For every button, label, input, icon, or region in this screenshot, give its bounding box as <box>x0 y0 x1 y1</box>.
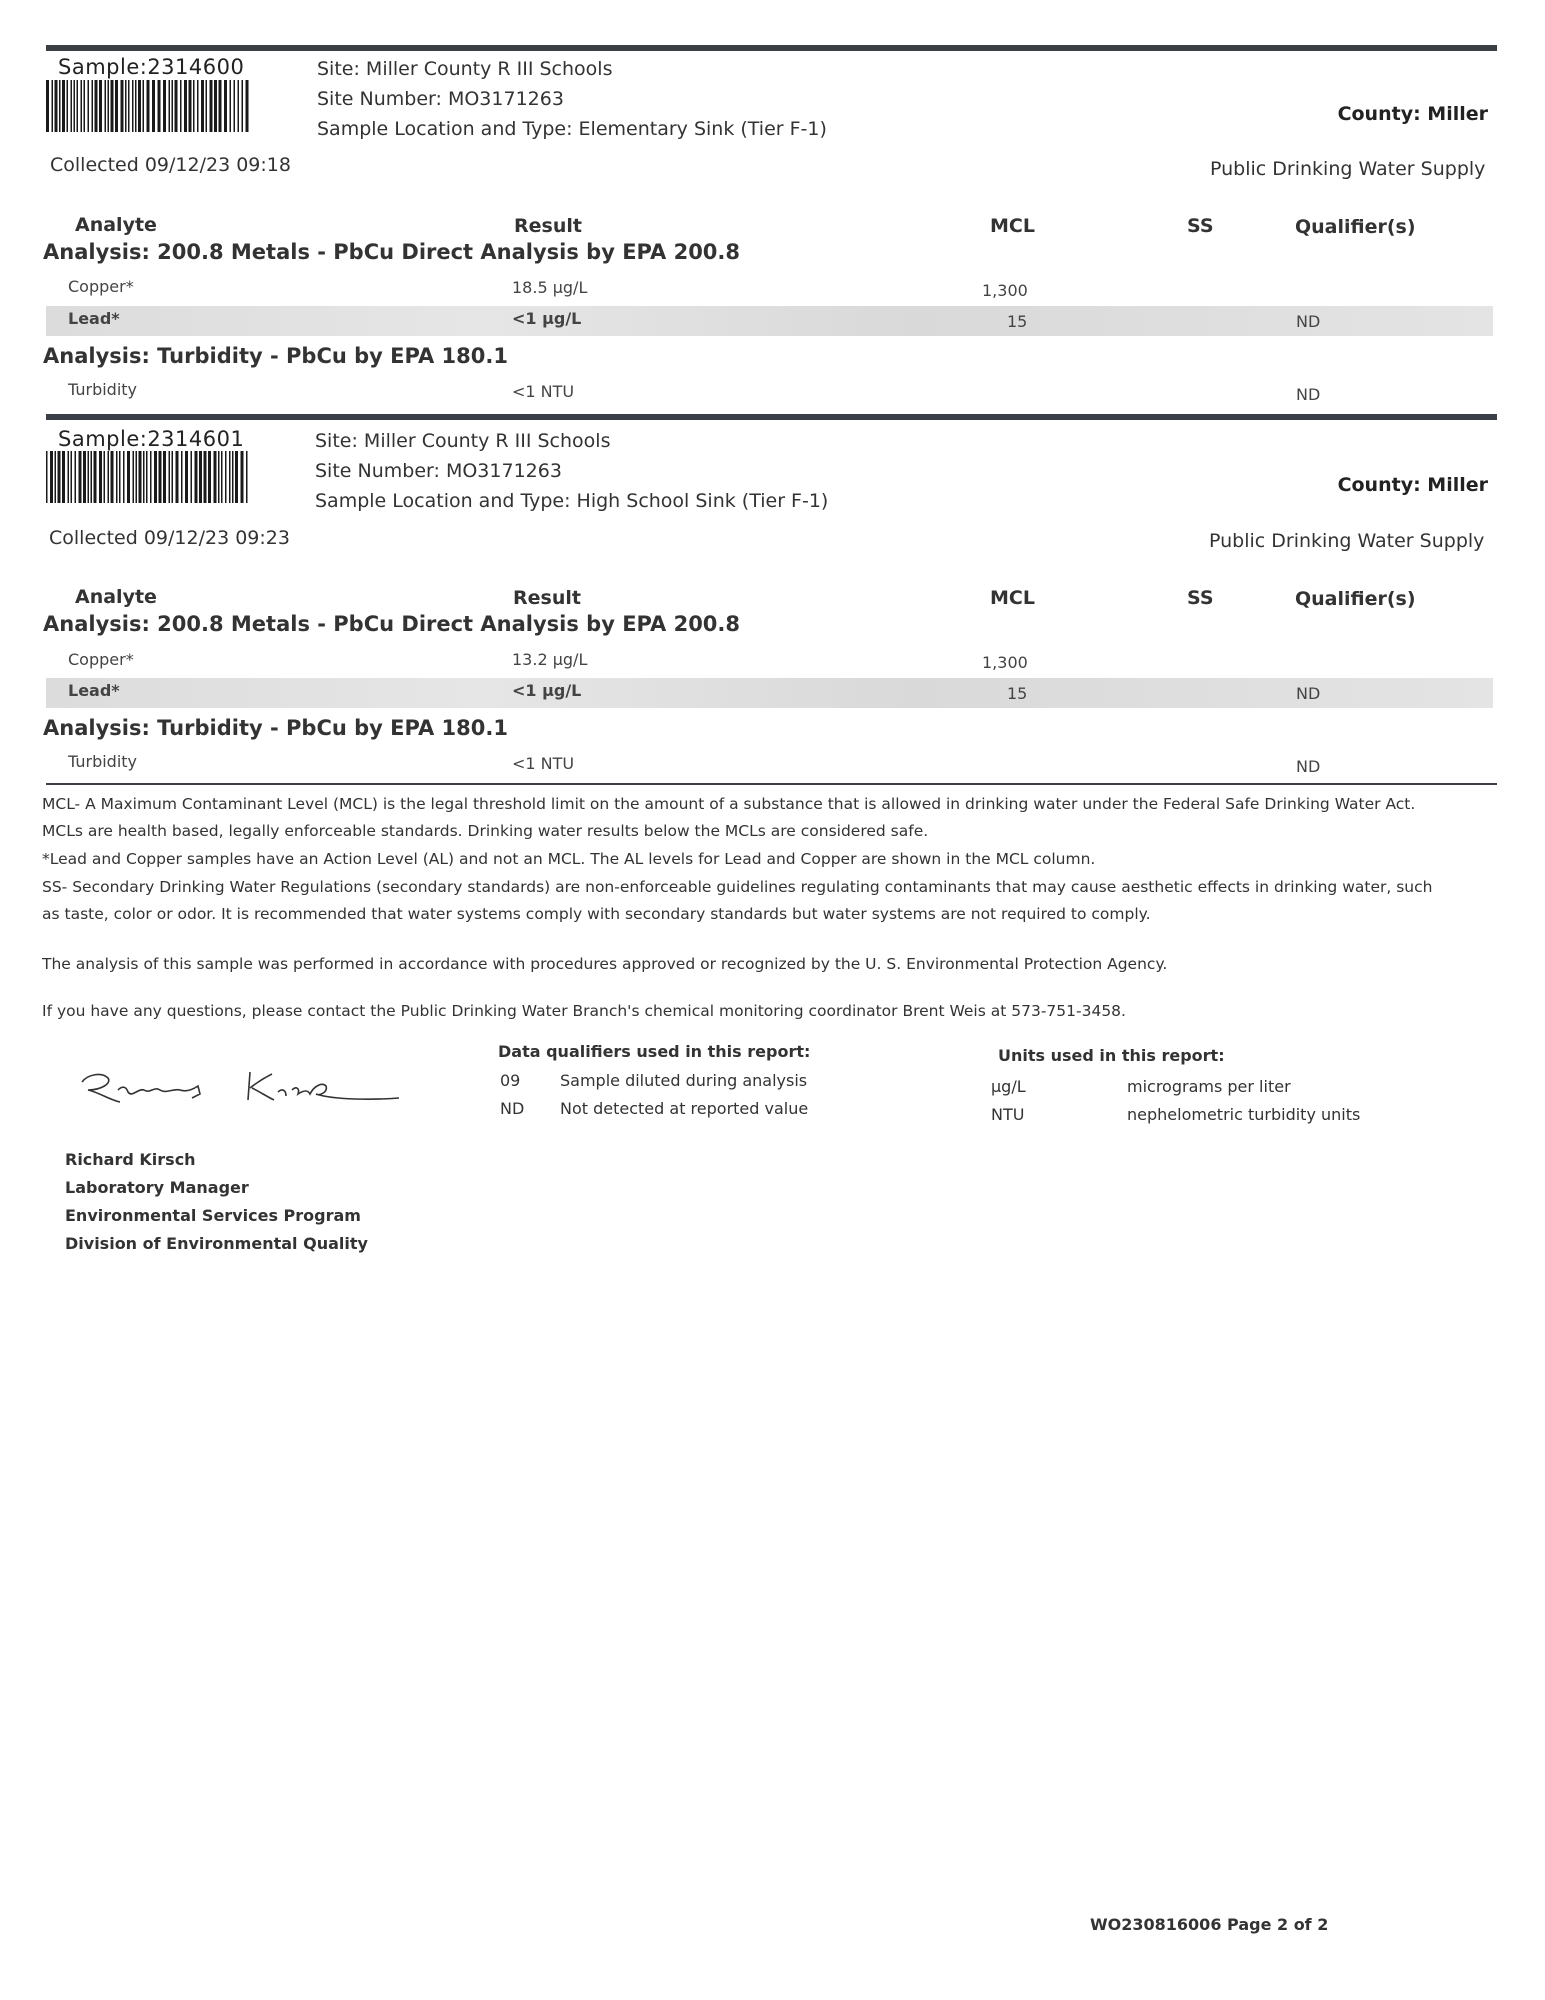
barcode-bar <box>214 80 217 132</box>
sample1-top-rule <box>46 45 1497 51</box>
sample1-site: Site: Miller County R III Schools <box>317 58 613 80</box>
barcode-bar <box>50 451 53 503</box>
sample2-metals-title: Analysis: 200.8 Metals - PbCu Direct Analysis by EPA 200.8 <box>43 612 741 636</box>
sample1-site-number: Site Number: MO3171263 <box>317 88 564 110</box>
barcode-bar <box>84 80 86 132</box>
sample2-barcode <box>44 451 254 503</box>
footnote-epa: The analysis of this sample was performed in accordance with procedures approved or recognized by the U. S. Environmental Protection Agency. <box>42 955 1168 973</box>
barcode-bar <box>221 451 223 503</box>
signer-title: Laboratory Manager <box>65 1178 249 1197</box>
sample1-county: County: Miller <box>1337 103 1488 125</box>
sample1-col-ss: SS <box>1187 215 1214 237</box>
barcode-bar <box>169 451 171 503</box>
unit-desc-ntu: nephelometric turbidity units <box>1127 1105 1361 1124</box>
barcode-bar <box>138 80 141 132</box>
sample2-lead-analyte: Lead* <box>68 681 120 700</box>
barcode-bar <box>208 451 211 503</box>
barcode-bar <box>83 451 86 503</box>
barcode-bar <box>154 451 157 503</box>
barcode-bar <box>139 451 142 503</box>
barcode-bar <box>88 451 90 503</box>
barcode-bar <box>77 80 79 132</box>
footnote-ss-line1: SS- Secondary Drinking Water Regulations (secondary standards) are non-enforceable guidelines regulating contaminants that may cause aesthetic effects in drinking water, such <box>42 878 1433 896</box>
barcode-bar <box>99 80 102 132</box>
sample1-barcode <box>44 80 254 132</box>
barcode-bar <box>224 80 227 132</box>
qualifier-desc-nd: Not detected at reported value <box>560 1099 809 1118</box>
qualifier-code-nd: ND <box>500 1099 525 1118</box>
sample2-lead-row-shading <box>46 678 1493 708</box>
barcode-bar <box>119 451 121 503</box>
sample1-lead-analyte: Lead* <box>68 309 120 328</box>
barcode-bar <box>95 80 98 132</box>
sample2-turbidity-title: Analysis: Turbidity - PbCu by EPA 180.1 <box>43 716 508 740</box>
unit-desc-ugl: micrograms per liter <box>1127 1077 1291 1096</box>
sample2-lead-qualifier: ND <box>1296 684 1321 703</box>
barcode-bar <box>241 451 244 503</box>
barcode-bar <box>55 80 58 132</box>
barcode-bar <box>172 451 174 503</box>
barcode-bar <box>214 451 217 503</box>
barcode-bar <box>246 451 248 503</box>
barcode-bar <box>163 80 166 132</box>
barcode-bar <box>204 451 207 503</box>
barcode-bar <box>46 451 48 503</box>
barcode-bar <box>94 451 97 503</box>
barcode-bar <box>242 80 244 132</box>
barcode-bar <box>197 80 199 132</box>
sample2-id: Sample:2314601 <box>58 427 245 451</box>
sample2-turbidity-result: <1 NTU <box>512 754 575 773</box>
footnote-lead-copper: *Lead and Copper samples have an Action Level (AL) and not an MCL. The AL levels for Lead and Copper are shown in the MCL column. <box>42 850 1096 868</box>
page-reference: WO230816006 Page 2 of 2 <box>1090 1915 1329 1934</box>
sample2-collected: Collected 09/12/23 09:23 <box>49 527 290 549</box>
barcode-bar <box>132 80 134 132</box>
barcode-bar <box>55 451 57 503</box>
unit-code-ugl: µg/L <box>991 1077 1026 1096</box>
qualifier-code-09: 09 <box>500 1071 521 1090</box>
barcode-bar <box>68 451 70 503</box>
sample2-col-analyte: Analyte <box>75 586 157 608</box>
barcode-bar <box>115 80 118 132</box>
barcode-bar <box>201 80 204 132</box>
barcode-bar <box>181 451 183 503</box>
sample1-supply: Public Drinking Water Supply <box>1210 158 1486 180</box>
barcode-bar <box>185 451 188 503</box>
barcode-bar <box>159 451 162 503</box>
barcode-bar <box>128 80 130 132</box>
barcode-bar <box>143 80 145 132</box>
sample2-site-number: Site Number: MO3171263 <box>315 460 562 482</box>
barcode-bar <box>99 451 102 503</box>
barcode-bar <box>175 80 178 132</box>
barcode-bar <box>158 80 161 132</box>
sample2-supply: Public Drinking Water Supply <box>1209 530 1485 552</box>
barcode-bar <box>150 451 152 503</box>
sample2-location-type: Sample Location and Type: High School Sink (Tier F-1) <box>315 490 829 512</box>
barcode-bar <box>218 451 220 503</box>
barcode-bar <box>189 80 192 132</box>
barcode-bar <box>136 451 138 503</box>
sample1-copper-mcl: 1,300 <box>982 281 1028 300</box>
barcode-bar <box>46 80 49 132</box>
table-bottom-rule <box>46 783 1497 785</box>
barcode-bar <box>230 80 232 132</box>
sample2-copper-analyte: Copper* <box>68 650 134 669</box>
barcode-bar <box>71 80 73 132</box>
sample1-collected: Collected 09/12/23 09:18 <box>50 154 291 176</box>
barcode-bar <box>104 451 106 503</box>
sample1-lead-row-shading <box>46 306 1493 336</box>
barcode-bar <box>121 80 124 132</box>
barcode-bar <box>143 451 145 503</box>
barcode-bar <box>81 80 83 132</box>
footnote-contact: If you have any questions, please contact the Public Drinking Water Branch's chemical monitoring coordinator Brent Weis at 573-751-3458. <box>42 1002 1126 1020</box>
sample2-lead-mcl: 15 <box>1007 684 1028 703</box>
sample1-id: Sample:2314600 <box>58 55 245 79</box>
sample1-col-mcl: MCL <box>990 215 1035 237</box>
sample2-turbidity-analyte: Turbidity <box>68 752 138 771</box>
barcode-bar <box>206 80 208 132</box>
sample2-top-rule <box>46 414 1497 420</box>
barcode-bar <box>176 451 179 503</box>
barcode-bar <box>111 80 114 132</box>
sample1-turbidity-result: <1 NTU <box>512 382 575 401</box>
barcode-bar <box>71 451 73 503</box>
sample1-turbidity-analyte: Turbidity <box>68 380 138 399</box>
barcode-bar <box>88 80 90 132</box>
barcode-bar <box>133 451 135 503</box>
barcode-bar <box>111 451 114 503</box>
barcode-bar <box>193 80 195 132</box>
barcode-bar <box>199 451 202 503</box>
footnote-ss-line2: as taste, color or odor. It is recommended that water systems comply with secondary standards but water systems are not required to comply. <box>42 905 1151 923</box>
barcode-bar <box>125 80 127 132</box>
barcode-bar <box>147 80 150 132</box>
barcode-bar <box>116 451 118 503</box>
barcode-bar <box>184 80 187 132</box>
barcode-bar <box>67 80 69 132</box>
barcode-bar <box>219 80 222 132</box>
barcode-bar <box>246 80 249 132</box>
barcode-bar <box>79 451 82 503</box>
sample2-lead-result: <1 µg/L <box>512 681 582 700</box>
barcode-bar <box>229 451 231 503</box>
sample2-county: County: Miller <box>1337 474 1488 496</box>
barcode-bar <box>195 451 198 503</box>
barcode-bar <box>59 80 61 132</box>
sample2-col-ss: SS <box>1187 587 1214 609</box>
sample2-col-result: Result <box>513 587 581 609</box>
barcode-bar <box>191 451 193 503</box>
sample1-copper-analyte: Copper* <box>68 277 134 296</box>
unit-code-ntu: NTU <box>991 1105 1025 1124</box>
barcode-bar <box>52 80 54 132</box>
sample1-lead-mcl: 15 <box>1007 312 1028 331</box>
barcode-bar <box>92 80 94 132</box>
barcode-bar <box>62 80 65 132</box>
sample1-turbidity-qualifier: ND <box>1296 385 1321 404</box>
qualifier-desc-09: Sample diluted during analysis <box>560 1071 808 1090</box>
barcode-bar <box>62 451 65 503</box>
sample2-col-mcl: MCL <box>990 587 1035 609</box>
signer-division: Division of Environmental Quality <box>65 1234 368 1253</box>
sample1-col-analyte: Analyte <box>75 214 157 236</box>
barcode-bar <box>127 451 130 503</box>
sample1-col-result: Result <box>514 215 582 237</box>
footnote-mcl-line1: MCL- A Maximum Contaminant Level (MCL) is the legal threshold limit on the amount of a substance that is allowed in drinking water under the Federal Safe Drinking Water Act. <box>42 795 1416 813</box>
barcode-bar <box>108 80 110 132</box>
sample1-turbidity-title: Analysis: Turbidity - PbCu by EPA 180.1 <box>43 344 508 368</box>
sample1-lead-qualifier: ND <box>1296 312 1321 331</box>
sample2-site: Site: Miller County R III Schools <box>315 430 611 452</box>
units-title: Units used in this report: <box>998 1046 1225 1065</box>
barcode-bar <box>58 451 61 503</box>
barcode-bar <box>169 80 171 132</box>
barcode-bar <box>234 80 236 132</box>
barcode-bar <box>225 451 227 503</box>
barcode-bar <box>235 451 238 503</box>
barcode-bar <box>75 451 77 503</box>
sample1-copper-result: 18.5 µg/L <box>512 278 588 297</box>
barcode-bar <box>180 80 182 132</box>
qualifiers-title: Data qualifiers used in this report: <box>498 1042 811 1061</box>
barcode-bar <box>210 80 213 132</box>
barcode-bar <box>172 80 174 132</box>
sample1-col-qualifiers: Qualifier(s) <box>1295 216 1416 238</box>
sample2-copper-mcl: 1,300 <box>982 653 1028 672</box>
barcode-bar <box>91 451 93 503</box>
barcode-bar <box>152 80 155 132</box>
signer-program: Environmental Services Program <box>65 1206 361 1225</box>
signature <box>74 1060 414 1110</box>
barcode-bar <box>232 451 234 503</box>
barcode-bar <box>135 80 137 132</box>
barcode-bar <box>74 80 76 132</box>
sample2-copper-result: 13.2 µg/L <box>512 650 588 669</box>
barcode-bar <box>105 80 107 132</box>
barcode-bar <box>123 451 125 503</box>
barcode-bar <box>108 451 110 503</box>
barcode-bar <box>163 451 166 503</box>
barcode-bar <box>238 80 240 132</box>
sample2-col-qualifiers: Qualifier(s) <box>1295 588 1416 610</box>
footnote-mcl-line2: MCLs are health based, legally enforceable standards. Drinking water results below the MCLs are considered safe. <box>42 822 929 840</box>
sample2-turbidity-qualifier: ND <box>1296 757 1321 776</box>
sample1-location-type: Sample Location and Type: Elementary Sink (Tier F-1) <box>317 118 827 140</box>
sample1-metals-title: Analysis: 200.8 Metals - PbCu Direct Analysis by EPA 200.8 <box>43 240 741 264</box>
signer-name: Richard Kirsch <box>65 1150 196 1169</box>
sample1-lead-result: <1 µg/L <box>512 309 582 328</box>
barcode-bar <box>146 451 148 503</box>
